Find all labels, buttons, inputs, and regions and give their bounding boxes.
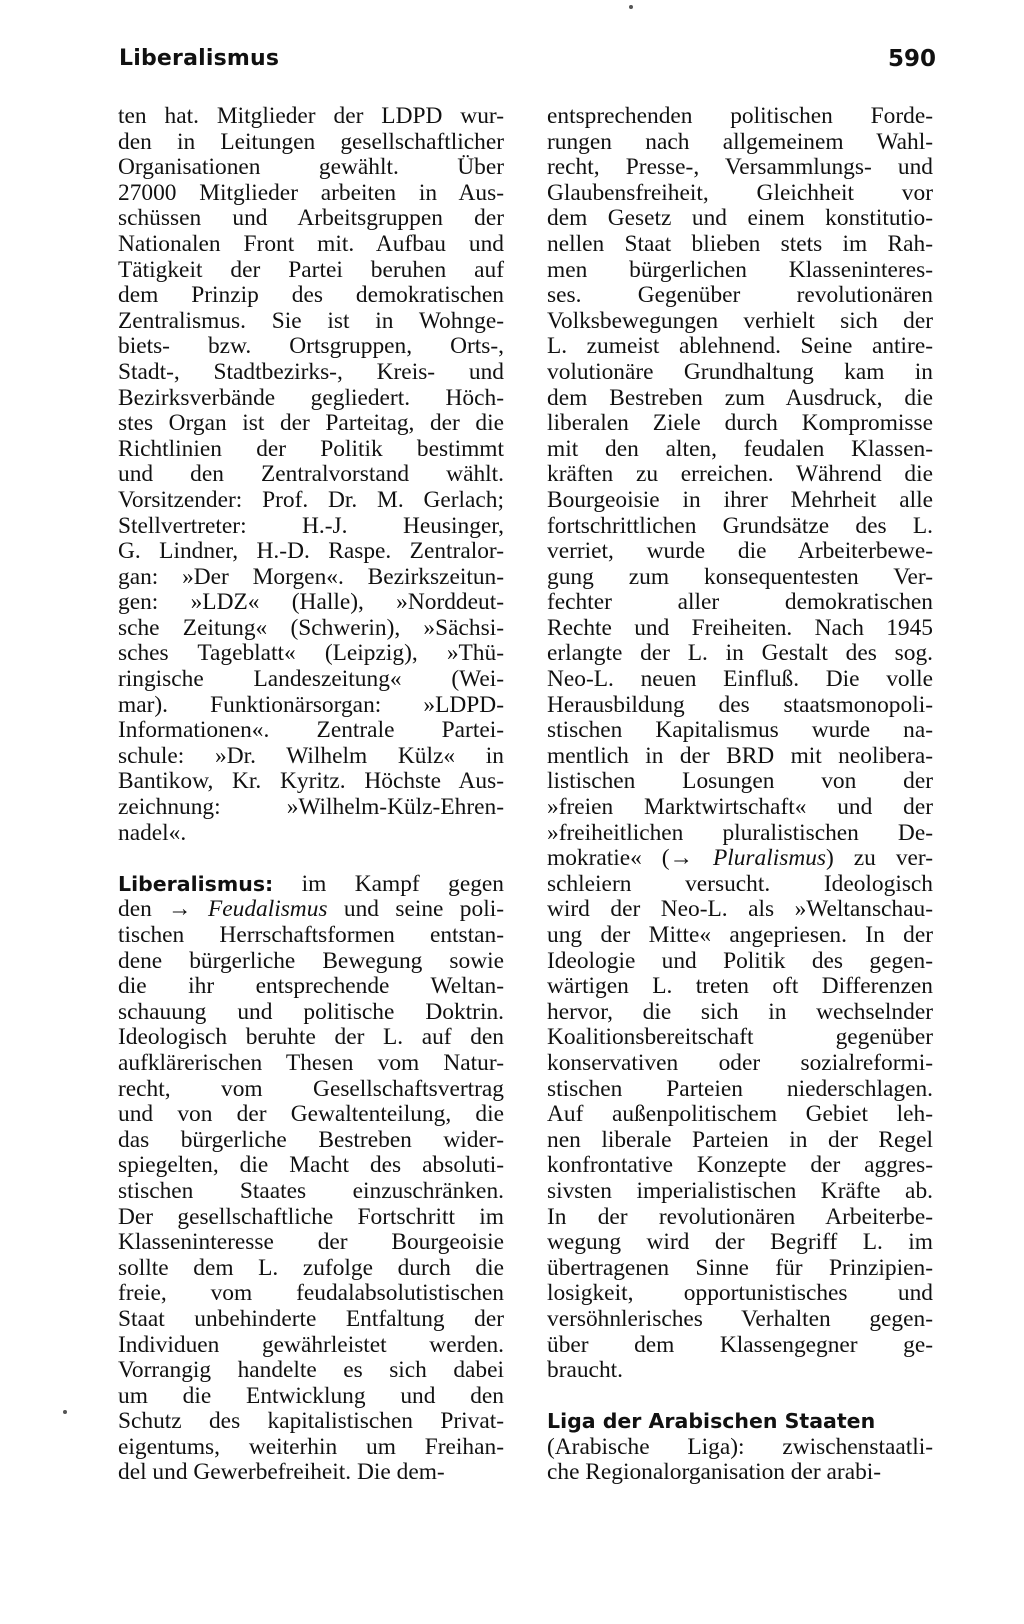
text-line: übertragenen Sinne für Prinzipien-	[547, 1254, 933, 1281]
text-line: »freien Marktwirtschaft« und der	[547, 794, 933, 821]
text-line: sivsten imperialistischen Kräfte ab.	[547, 1177, 933, 1204]
text-line: dem Bestreben zum Ausdruck, die	[547, 384, 933, 411]
text-line: freie, vom feudalabsolutistischen	[118, 1280, 504, 1307]
text-line: gen: »LDZ« (Halle), »Norddeut-	[118, 589, 504, 616]
text-line: versöhnlerisches Verhalten gegen-	[547, 1305, 933, 1332]
text-line: und von der Gewaltenteilung, die	[118, 1101, 504, 1128]
text-line: und den Zentralvorstand wählt.	[118, 461, 504, 488]
entry-first-line-text: im Kampf gegen	[301, 870, 504, 897]
text-line: Glaubensfreiheit, Gleichheit vor	[547, 179, 933, 206]
text-line: dem Prinzip des demokratischen	[118, 282, 504, 309]
text-line: dene bürgerliche Bewegung sowie	[118, 947, 504, 974]
text-line: wärtigen L. treten oft Differenzen	[547, 973, 933, 1000]
text-line: Volksbewegungen verhielt sich der	[547, 307, 933, 334]
text-line: ses. Gegenüber revolutionären	[547, 282, 933, 309]
text-line: mar). Funktionärsorgan: »LDPD-	[118, 691, 504, 718]
text-line: gan: »Der Morgen«. Bezirkszeitun-	[118, 563, 504, 590]
text-line: schleiern versucht. Ideologisch	[547, 870, 933, 897]
entry-second-line	[118, 897, 504, 923]
text-line: rungen nach allgemeinem Wahl-	[547, 128, 933, 155]
text-line: stischen Staates einzuschränken.	[118, 1177, 504, 1204]
pluralismus-line-rest: ) zu ver-	[826, 845, 934, 872]
text-line: mentlich in der BRD mit neolibera-	[547, 742, 933, 769]
text-line: Nationalen Front mit. Aufbau und	[118, 230, 504, 257]
text-line: verriet, wurde die Arbeiterbewe-	[547, 538, 933, 565]
text-line: »freiheitlichen pluralistischen De-	[547, 819, 933, 846]
text-line: Bantikow, Kr. Kyritz. Höchste Aus-	[118, 768, 504, 795]
text-line: um die Entwicklung und den	[118, 1382, 504, 1409]
text-line: wegung wird der Begriff L. im	[547, 1229, 933, 1256]
text-line: 27000 Mitglieder arbeiten in Aus-	[118, 179, 504, 206]
text-line: Rechte und Freiheiten. Nach 1945	[547, 614, 933, 641]
text-line: tischen Herrschaftsformen entstan-	[118, 922, 504, 948]
text-line: schule: »Dr. Wilhelm Külz« in	[118, 742, 504, 769]
entry-gap	[547, 1384, 933, 1410]
text-line: Richtlinien der Politik bestimmt	[118, 435, 504, 462]
text-line: volutionäre Grundhaltung kam in	[547, 358, 933, 385]
text-line: stes Organ ist der Parteitag, der die	[118, 410, 504, 437]
text-line: Ideologie und Politik des gegen-	[547, 947, 933, 974]
text-line: kräften zu erreichen. Während die	[547, 461, 933, 488]
text-line: Zentralismus. Sie ist in Wohnge-	[118, 307, 504, 334]
text-line: schauung und politische Doktrin.	[118, 998, 504, 1025]
text-line: erlangte der L. in Gestalt des sog.	[547, 640, 933, 667]
text-line: gung zum konsequentesten Ver-	[547, 563, 933, 590]
text-line: sche Zeitung« (Schwerin), »Sächsi-	[118, 614, 504, 641]
text-line: fortschrittlichen Grundsätze des L.	[547, 512, 933, 539]
text-line: G. Lindner, H.-D. Raspe. Zentralor-	[118, 538, 504, 565]
entry-keyword-line	[547, 1409, 933, 1435]
right-column	[547, 104, 933, 1486]
entry-keyword: Liga der Arabischen Staaten	[547, 1409, 876, 1434]
text-line: Der gesellschaftliche Fortschritt im	[118, 1203, 504, 1230]
text-line: In der revolutionären Arbeiterbe-	[547, 1203, 933, 1230]
text-line: ung der Mitte« angepriesen. In der	[547, 922, 933, 948]
text-line: konfrontative Konzepte der aggres-	[547, 1152, 933, 1179]
text-line: Klasseninteresse der Bourgeoisie	[118, 1229, 504, 1256]
text-line: den in Leitungen gesellschaftlicher	[118, 128, 504, 155]
text-line: ten hat. Mitglieder der LDPD wur-	[118, 103, 504, 129]
text-line: aufklärerischen Thesen vom Natur-	[118, 1049, 504, 1076]
text-line: das bürgerliche Bestreben wider-	[118, 1126, 504, 1153]
pluralismus-line	[547, 846, 933, 872]
text-line: che Regionalorganisation der arabi-	[547, 1459, 882, 1486]
text-line: L. zumeist ablehnend. Seine antire-	[547, 333, 933, 360]
text-line: die ihr entsprechende Weltan-	[118, 973, 504, 1000]
cross-ref-prefix: mokratie« (→	[547, 845, 693, 872]
text-line: Herausbildung des staatsmonopoli-	[547, 691, 933, 718]
text-line: men bürgerlichen Klasseninteres-	[547, 256, 933, 283]
text-line: (Arabische Liga): zwischenstaatli-	[547, 1433, 933, 1460]
text-line: Koalitionsbereitschaft gegenüber	[547, 1024, 933, 1051]
entry-liga-text	[547, 1435, 933, 1486]
text-line: Vorrangig handelte es sich dabei	[118, 1357, 504, 1384]
text-line: mit den alten, feudalen Klassen-	[547, 435, 933, 462]
text-line: recht, vom Gesellschaftsvertrag	[118, 1075, 504, 1102]
cross-ref-feudalismus[interactable]: Feudalismus	[207, 896, 328, 923]
text-line: fechter aller demokratischen	[547, 589, 933, 616]
text-line: Bourgeoisie in ihrer Mehrheit alle	[547, 486, 933, 513]
text-line: hervor, die sich in wechselnder	[547, 998, 933, 1025]
text-line: Auf außenpolitischem Gebiet leh-	[547, 1101, 933, 1128]
text-line: Informationen«. Zentrale Partei-	[118, 717, 504, 744]
entry-keyword: Liberalismus:	[118, 871, 274, 896]
text-line: entsprechenden politischen Forde-	[547, 103, 933, 129]
text-line: Ideologisch beruhte der L. auf den	[118, 1024, 504, 1051]
entry-body-continued	[547, 104, 933, 846]
text-line: Stellvertreter: H.-J. Heusinger,	[118, 512, 504, 539]
entry-body-text	[118, 923, 504, 1486]
text-line: Bezirksverbände gegliedert. Höch-	[118, 384, 504, 411]
text-line: Tätigkeit der Partei beruhen auf	[118, 256, 504, 283]
left-column	[118, 104, 504, 1486]
text-line: sches Tageblatt« (Leipzig), »Thü-	[118, 640, 504, 667]
text-line: Individuen gewährleistet werden.	[118, 1331, 504, 1358]
text-line: Vorsitzender: Prof. Dr. M. Gerlach;	[118, 486, 504, 513]
page-number: 590	[887, 46, 936, 72]
print-speck	[629, 5, 633, 9]
entry-liberalismus	[118, 872, 504, 1486]
entry-gap	[118, 846, 504, 872]
text-line: über dem Klassengegner ge-	[547, 1331, 933, 1358]
text-line: eigentums, weiterhin um Freihan-	[118, 1433, 504, 1460]
continued-entry-text	[118, 104, 504, 846]
running-head-keyword: Liberalismus	[119, 46, 280, 71]
entry-second-line-rest: und seine poli-	[343, 896, 504, 923]
text-line: recht, Presse-, Versammlungs- und	[547, 154, 933, 181]
text-line: losigkeit, opportunistisches und	[547, 1280, 933, 1307]
text-line: stischen Kapitalismus wurde na-	[547, 717, 933, 744]
text-line: nellen Staat blieben stets im Rah-	[547, 230, 933, 257]
text-line: Organisationen gewählt. Über	[118, 154, 504, 181]
text-line: schüssen und Arbeitsgruppen der	[118, 205, 504, 232]
entry-first-line	[118, 872, 504, 898]
text-line: sollte dem L. zufolge durch die	[118, 1254, 504, 1281]
text-line: del und Gewerbefreiheit. Die dem-	[118, 1459, 445, 1486]
print-speck	[63, 1410, 67, 1414]
cross-ref-prefix: den →	[118, 896, 192, 923]
text-line: Stadt-, Stadtbezirks-, Kreis- und	[118, 358, 504, 385]
text-line: liberalen Ziele durch Kompromisse	[547, 410, 933, 437]
text-line: biets- bzw. Ortsgruppen, Orts-,	[118, 333, 504, 360]
text-line: konservativen oder sozialreformi-	[547, 1049, 933, 1076]
text-line: Staat unbehinderte Entfaltung der	[118, 1305, 504, 1332]
text-line: Schutz des kapitalistischen Privat-	[118, 1408, 504, 1435]
text-line: zeichnung: »Wilhelm-Külz-Ehren-	[118, 794, 504, 821]
text-line: Neo-L. neuen Einfluß. Die volle	[547, 666, 933, 693]
text-line: wird der Neo-L. als »Weltanschau-	[547, 896, 933, 923]
text-line: listischen Losungen von der	[547, 768, 933, 795]
text-line: spiegelten, die Macht des absoluti-	[118, 1152, 504, 1179]
text-line: ringische Landeszeitung« (Wei-	[118, 666, 504, 693]
text-line: nen liberale Parteien in der Regel	[547, 1126, 933, 1153]
text-line: stischen Parteien niederschlagen.	[547, 1075, 933, 1102]
cross-ref-pluralismus[interactable]: Pluralismus	[712, 845, 827, 872]
entry-liga	[547, 1409, 933, 1486]
text-line: braucht.	[547, 1357, 623, 1384]
entry-body-end	[547, 872, 933, 1384]
text-line: nadel«.	[118, 819, 187, 846]
text-line: dem Gesetz und einem konstitutio-	[547, 205, 933, 232]
